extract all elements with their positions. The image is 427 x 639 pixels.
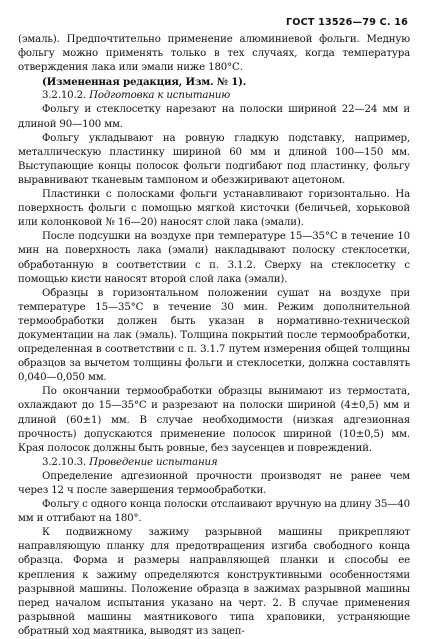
paragraph-foil-placement: Фольгу укладывают на ровную гладкую подставку, например, металлическую пластинку шириной 60 мм и длиной 100—150 мм. Выступающие концы полосок фольги подгибают под пластинку, фольгу выравнивают тканевым тампоном и обезжиривают ацетоном. (18, 132, 410, 186)
page-header: ГОСТ 13526—79 С. 16 (285, 17, 408, 28)
section-title: Подготовка к испытанию (89, 90, 231, 102)
section-title: Проведение испытания (89, 456, 218, 468)
paragraph-cutting: Фольгу и стеклосетку нарезают на полоски шириной 22—24 мм и длиной 90—100 мм. (18, 104, 410, 130)
paragraph-peeling: Фольгу с одного конца полоски отслаивают вручную на длину 35—40 мм и отгибают на 180°. (18, 499, 410, 525)
paragraph-machine-setup: К подвижному зажиму разрывной машины прикрепляют направляющую планку для предотвращения изгиба свободного конца образца. Форма и размеры направляющей планки и способы ее крепления к зажиму определяются конструктивными особенностями разрывной машины. Положение образца в зажимах разрывной машины перед началом испытания указано на черт. 2. В случае применения разрывной машины маятникового типа храповики, устраняющие обратный ход маятника, выводят из зацеп- (18, 527, 410, 637)
section-heading-testing (18, 456, 410, 470)
paragraph-drying: Образцы в горизонтальном положении сушат на воздухе при температуре 15—35°С в течение 30 мин. Режим дополнительной термообработки должен быть указан в нормативно-технической документации на лак (эмаль). Толщина покрытий после термообработки, определенная в соответствии с п. 3.1.7 путем измерения общей толщины образцов за вычетом толщины фольги и стеклосетки, должна составлять 0,040—0,050 мм. (18, 287, 410, 384)
paragraph-glass-mesh: После подсушки на воздухе при температуре 15—35°С в течение 10 мин на поверхность лака (эмали) накладывают полоску стеклосетки, обработанную в соответствии с п. 3.1.2. Сверху на стеклосетку с помощью кисти наносят второй слой лака (эмали). (18, 231, 410, 285)
paragraph-test-timing: Определение адгезионной прочности производят не ранее чем через 12 ч после завершения термообработки. (18, 470, 410, 496)
amendment-note: (Измененная редакция, Изм. № 1). (42, 76, 247, 89)
paragraph-continuation: (эмаль). Предпочтительно применение алюминиевой фольги. Медную фольгу можно применять только в тех случаях, когда температура отверждения лака или эмали ниже 180°С. (18, 34, 410, 74)
paragraph-varnish-application: Пластинки с полосками фольги устанавливают горизонтально. На поверхность фольги с помощью мягкой кисточки (беличьей, хорьковой или колонковой № 16—20) наносят слой лака (эмали). (18, 189, 410, 229)
section-number: 3.2.10.3. (42, 456, 90, 468)
document-body (18, 33, 410, 639)
paragraph-cutting-samples: По окончании термообработки образцы вынимают из термостата, охлаждают до 15—35°С и разрезают на полоски шириной (4±0,5) мм и длиной (60±1) мм. В случае необходимости (низкая адгезионная прочность) допускаются применение полосок шириной (10±0,5) мм. Края полосок должны быть ровные, без заусенцев и повреждений. (18, 386, 410, 454)
section-number: 3.2.10.2. (42, 90, 90, 102)
section-heading-preparation (18, 89, 410, 103)
